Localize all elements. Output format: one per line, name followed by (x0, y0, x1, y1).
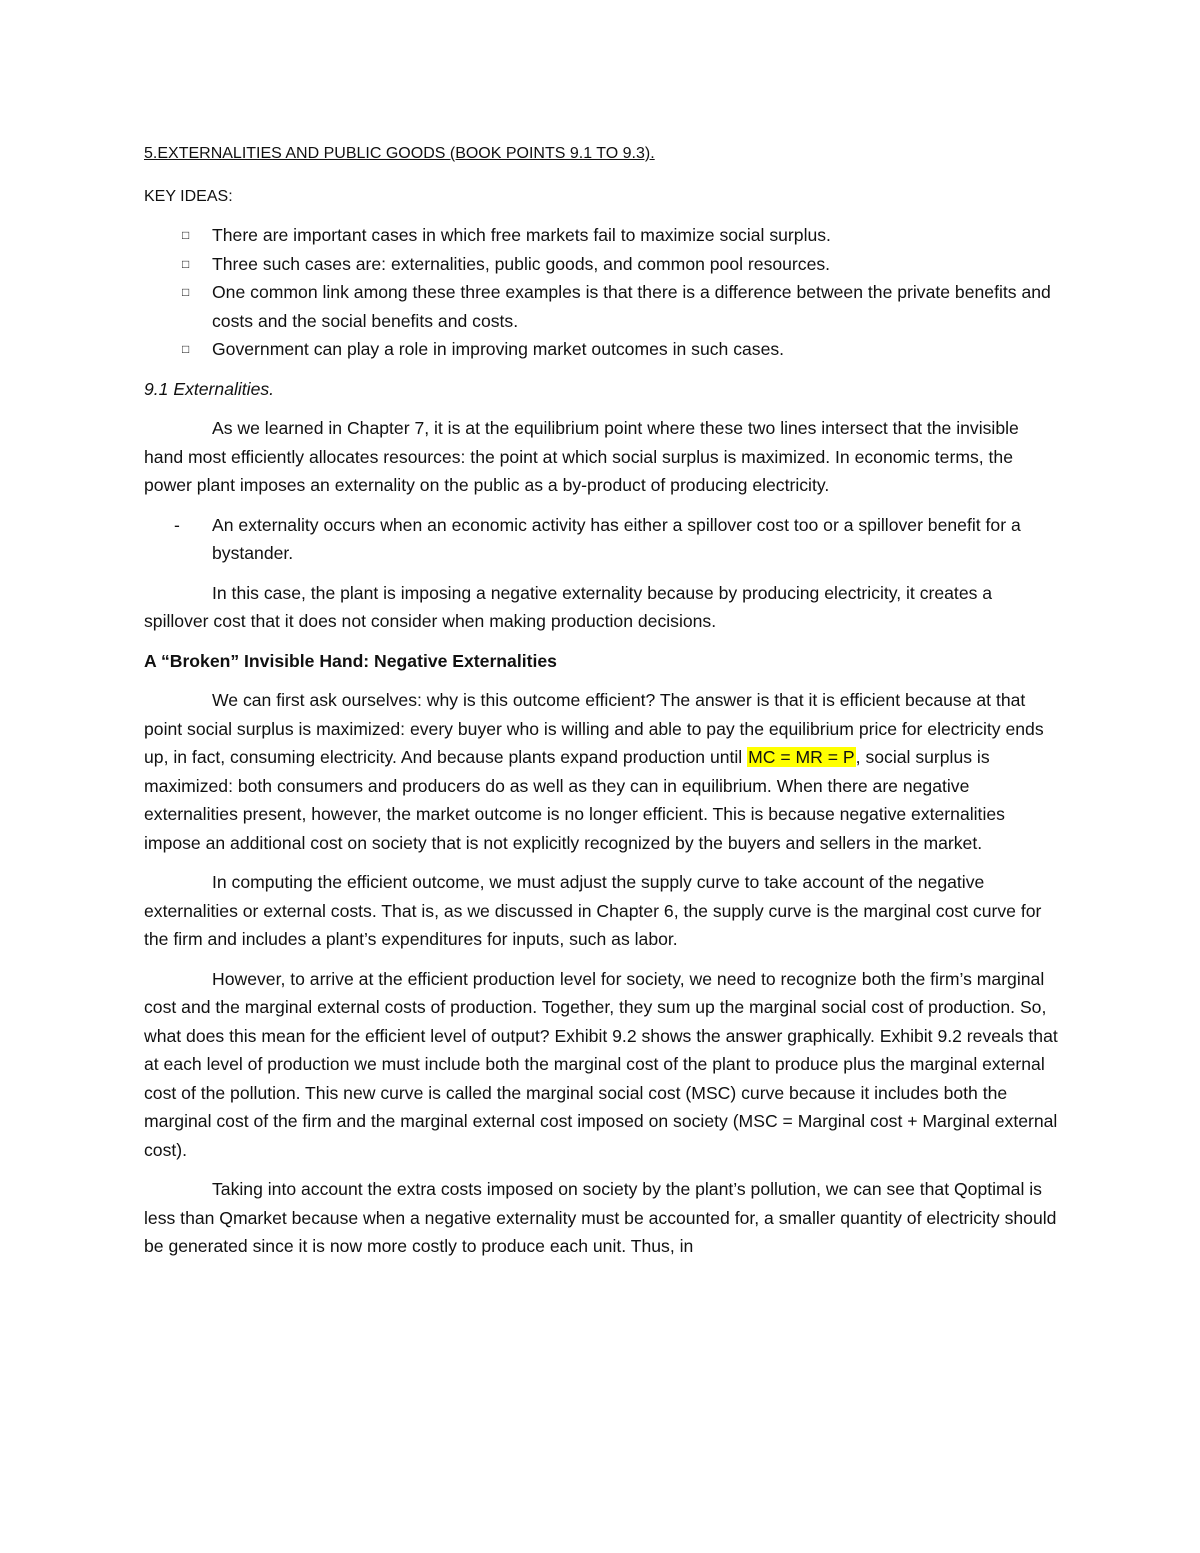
bullet-square-icon: □ (182, 256, 190, 271)
paragraph: Taking into account the extra costs imposed on society by the plant’s pollution, we can see that Qoptimal is less than Qmarket because when a negative externality must be accounted for, a smaller quantity of electricity should be generated since it is now more costly to produce each unit. Thus, in (144, 1179, 1057, 1256)
key-idea-item (144, 278, 1060, 335)
dash-item-text: An externality occurs when an economic activity has either a spillover cost too or a spillover benefit for a bystander. (212, 514, 1021, 563)
key-idea-item (144, 250, 1060, 279)
subsection-heading: A “Broken” Invisible Hand: Negative Externalities (144, 650, 557, 671)
bullet-square-icon: □ (182, 228, 190, 242)
document-body (144, 140, 1060, 1272)
paragraph-text: , social surplus is maximized: both consumers and producers do as well as they can in equilibrium. When there are negative externalities present, however, the market outcome is no longer efficient. This is because negative externalities impose an additional cost on society that is not explicitly recognized by the buyers and sellers in the market. (144, 747, 1005, 853)
dash-marker: - (174, 514, 180, 535)
paragraph-text: We can first ask ourselves: why is this outcome efficient? The answer is that it is efficient because at that point social surplus is maximized: every buyer who is willing and able to pay the equilibrium price for electricity ends up, in fact, consuming electricity. And because plants expand production until (144, 690, 1044, 767)
paragraph: However, to arrive at the efficient production level for society, we need to recognize both the firm’s marginal cost and the marginal external costs of production. Together, they sum up the marginal social cost of production. So, what does this mean for the efficient level of output? Exhibit 9.2 shows the answer graphically. Exhibit 9.2 reveals that at each level of production we must include both the marginal cost of the plant to produce plus the marginal external cost of the pollution. This new curve is called the marginal social cost (MSC) curve because it includes both the marginal cost of the firm and the marginal external cost imposed on society (MSC = Marginal cost + Marginal external cost). (144, 968, 1058, 1160)
paragraph: In this case, the plant is imposing a negative externality because by producing electricity, it creates a spillover cost that it does not consider when making production decisions. (144, 582, 993, 631)
key-idea-item (144, 335, 1060, 364)
key-idea-text: One common link among these three examples is that there is a difference between the private benefits and costs and the social benefits and costs. (212, 282, 1051, 331)
key-ideas-label: KEY IDEAS: (144, 187, 233, 205)
paragraph: As we learned in Chapter 7, it is at the equilibrium point where these two lines intersect that the invisible hand most efficiently allocates resources: the point at which social surplus is maximized. In economic terms, the power plant imposes an externality on the public as a by-product of producing electricity. (144, 418, 1019, 495)
key-idea-item (144, 221, 1060, 250)
paragraph: In computing the efficient outcome, we must adjust the supply curve to take account of the negative externalities or external costs. That is, as we discussed in Chapter 6, the supply curve is the marginal cost curve for the firm and includes a plant’s expenditures for inputs, such as labor. (144, 872, 1042, 949)
section-title: 9.1 Externalities. (144, 378, 275, 399)
key-ideas-list (144, 221, 1060, 364)
key-idea-text: Three such cases are: externalities, public goods, and common pool resources. (212, 253, 831, 274)
key-idea-text: Government can play a role in improving market outcomes in such cases. (212, 339, 785, 359)
dash-list-item (144, 511, 1060, 568)
bullet-square-icon: □ (182, 285, 190, 299)
document-title: 5.EXTERNALITIES AND PUBLIC GOODS (BOOK POINTS 9.1 TO 9.3). (144, 145, 655, 162)
highlighted-formula: MC = MR = P (748, 747, 855, 767)
bullet-square-icon: □ (182, 342, 190, 356)
key-idea-text: There are important cases in which free markets fail to maximize social surplus. (212, 225, 831, 245)
paragraph (144, 686, 1060, 857)
